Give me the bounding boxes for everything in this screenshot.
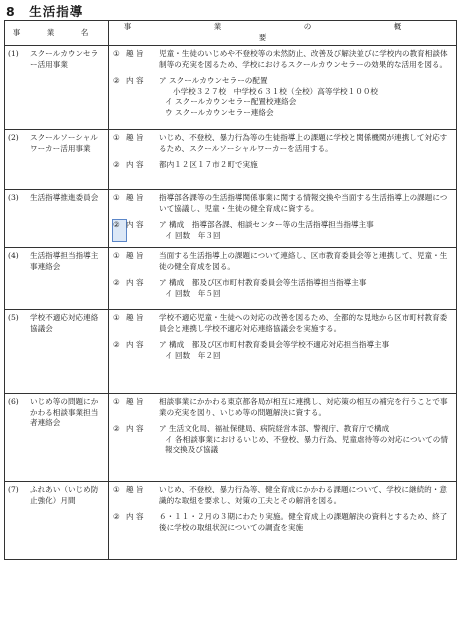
row-number: (5) (8, 313, 19, 322)
item-text (159, 340, 453, 361)
item-label: 趣 旨 (126, 133, 144, 142)
program-name-cell (5, 482, 109, 560)
item-body: 都内１２区１７市２町で実施 (159, 160, 258, 170)
item-text (159, 160, 453, 171)
table-body (5, 46, 457, 560)
item-marker: ① (113, 313, 120, 322)
item-body: ６・１１・２月の３期にわたり実施。健全育成上の課題解決の資料とするため、終了後に学校の取組状況についての調査を実施 (159, 512, 448, 532)
program-name-cell (5, 190, 109, 248)
item-label: 趣 旨 (126, 251, 144, 260)
overview-item (113, 251, 453, 272)
row-number: (2) (8, 133, 19, 142)
item-body: 学校不適応児童・生徒への対応の改善を図るため、全都的な見地から区市町村教育委員会と連携し学校不適応対応連絡協議会を実施する。 (159, 313, 448, 333)
item-label: 内 容 (126, 220, 144, 230)
item-marker: ① (113, 49, 120, 58)
overview-item (113, 220, 453, 241)
program-name-cell (5, 394, 109, 482)
program-overview-cell (109, 130, 457, 190)
item-body: ア スクールカウンセラーの配置 (159, 76, 268, 86)
program-name-cell (5, 130, 109, 190)
overview-item (113, 512, 453, 533)
item-marker: ① (113, 193, 120, 202)
item-text (159, 220, 453, 241)
program-title: スクールカウンセラー活用事業 (30, 49, 99, 69)
item-subline: イ 回数 年２回 (165, 350, 221, 360)
item-marker: ② (113, 278, 120, 288)
program-name-cell (5, 310, 109, 394)
row-number: (4) (8, 251, 19, 260)
program-overview-cell (109, 482, 457, 560)
overview-item (113, 76, 453, 118)
item-label: 内 容 (126, 340, 144, 350)
overview-item (113, 160, 453, 171)
item-text (159, 397, 453, 418)
program-title: スクールソーシャルワーカー活用事業 (30, 133, 98, 153)
item-body: 相談事業にかかわる東京都各局が相互に連携し、対応策の相互の補完を行うことで事業の充実を図り、いじめ等の問題解決に資する。 (159, 397, 448, 417)
table-row (5, 46, 457, 130)
program-name-cell (5, 46, 109, 130)
item-marker: ② (113, 424, 120, 434)
item-marker: ① (113, 251, 120, 260)
item-label: 趣 旨 (126, 397, 144, 406)
program-table (4, 20, 457, 560)
item-marker: ① (113, 485, 120, 494)
item-subline: イ 回数 年３回 (165, 230, 221, 240)
overview-item (113, 424, 453, 456)
row-number: (3) (8, 193, 19, 202)
table-row (5, 482, 457, 560)
item-body: ア 構成 指導部各課、相談センター等の生活指導担当指導主事 (159, 220, 374, 230)
program-overview-cell (109, 310, 457, 394)
item-body: ア 生活文化局、福祉保健局、病院経営本部、警視庁、教育庁で構成 (159, 424, 390, 434)
overview-item (113, 397, 453, 418)
overview-item (113, 133, 453, 154)
item-label: 内 容 (126, 76, 144, 86)
item-text (159, 313, 453, 334)
item-marker: ① (113, 133, 120, 142)
item-text (159, 485, 453, 506)
item-text (159, 278, 453, 299)
item-text (159, 424, 453, 456)
table-header-row (5, 21, 457, 46)
program-title: 生活指導推進委員会 (30, 193, 99, 202)
item-subline: イ 各相談事業におけるいじめ、不登校、暴力行為、児童虐待等の対応についての情報交換及び協議 (165, 434, 448, 455)
program-title: いじめ等の問題にかかわる相談事業担当者連絡会 (30, 397, 99, 428)
item-label: 趣 旨 (126, 49, 144, 58)
program-title: ふれあい（いじめ防止強化）月間 (30, 485, 99, 505)
item-text (159, 133, 453, 154)
table-row (5, 190, 457, 248)
item-body: 児童・生徒のいじめや不登校等の未然防止、改善及び解決並びに学校内の教育相談体制等の充実を図るため、学校におけるスクールカウンセラーの効果的な活用を図る。 (159, 49, 448, 69)
overview-item (113, 313, 453, 334)
item-label: 趣 旨 (126, 485, 144, 494)
item-label: 内 容 (126, 512, 144, 522)
item-subline: 小学校３２７校 中学校６３１校（全校）高等学校１００校 (173, 86, 379, 96)
item-label: 趣 旨 (126, 313, 144, 322)
item-text (159, 76, 453, 118)
table-row (5, 248, 457, 310)
table-row (5, 310, 457, 394)
item-subline: ウ スクールカウンセラー連絡会 (165, 107, 274, 117)
item-marker: ② (113, 160, 120, 170)
item-text (159, 193, 453, 214)
item-marker: ② (113, 220, 126, 241)
program-overview-cell (109, 248, 457, 310)
item-marker: ② (113, 512, 120, 522)
program-overview-cell (109, 46, 457, 130)
overview-item (113, 49, 453, 70)
item-marker: ① (113, 397, 120, 406)
column-header-name: 事 業 名 (5, 21, 109, 46)
page-heading: 8 生活指導 (6, 4, 84, 19)
overview-item (113, 485, 453, 506)
table-row (5, 130, 457, 190)
item-subline: イ 回数 年５回 (165, 288, 221, 298)
item-marker: ② (113, 76, 120, 86)
item-label: 内 容 (126, 278, 144, 288)
program-overview-cell (109, 190, 457, 248)
item-label: 趣 旨 (126, 193, 144, 202)
row-number: (6) (8, 397, 19, 406)
column-header-overview: 事 業 の 概 要 (109, 21, 457, 46)
item-subline: イ スクールカウンセラー配置校連絡会 (165, 97, 297, 107)
row-number: (7) (8, 485, 19, 494)
overview-item (113, 193, 453, 214)
item-text (159, 251, 453, 272)
item-text (159, 512, 453, 533)
item-body: 当面する生活指導上の課題について連絡し、区市教育委員会等と連携して、児童・生徒の健全育成を図る。 (159, 251, 448, 271)
item-label: 内 容 (126, 424, 144, 434)
table-row (5, 394, 457, 482)
program-overview-cell (109, 394, 457, 482)
overview-item (113, 278, 453, 299)
program-title: 生活指導担当指導主事連絡会 (30, 251, 99, 271)
program-title: 学校不適応対応連絡協議会 (30, 313, 99, 333)
item-body: ア 構成 都及び区市町村教育委員会等学校不適応対応担当指導主事 (159, 340, 390, 350)
item-body: いじめ、不登校、暴力行為等の生徒指導上の課題に学校と関係機関が連携して対応するため、スクールソーシャルワーカーを活用する。 (159, 133, 448, 153)
item-body: 指導部各課等の生活指導関係事業に関する情報交換や当面する生活指導上の課題について協議し、児童・生徒の健全育成に資する。 (159, 193, 448, 213)
item-marker: ② (113, 340, 120, 350)
item-label: 内 容 (126, 160, 144, 170)
item-text (159, 49, 453, 70)
item-body: ア 構成 都及び区市町村教育委員会等生活指導担当指導主事 (159, 278, 367, 288)
row-number: (1) (8, 49, 19, 58)
program-name-cell (5, 248, 109, 310)
item-body: いじめ、不登校、暴力行為等、健全育成にかかわる課題について、学校に継続的・意識的な取組を要求し、対策の工夫とその解消を図る。 (159, 485, 447, 505)
overview-item (113, 340, 453, 361)
